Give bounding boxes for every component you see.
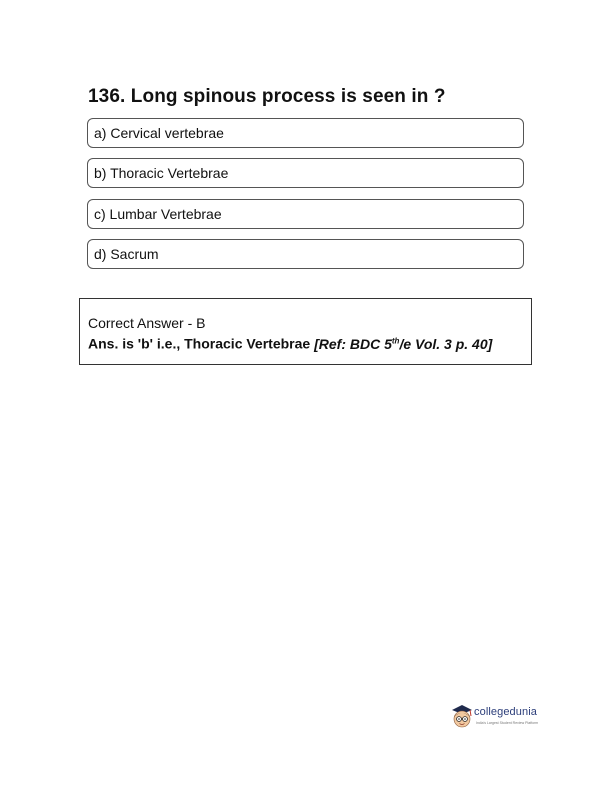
answer-box [79,298,532,365]
option-d[interactable] [87,239,524,269]
explanation-text: Ans. is 'b' i.e., Thoracic Vertebrae [88,335,311,352]
option-c-label: c) Lumbar Vertebrae [94,206,222,222]
answer-explanation [88,332,531,353]
collegedunia-logo [450,703,550,733]
option-d-label: d) Sacrum [94,246,159,262]
option-b-label: b) Thoracic Vertebrae [94,165,229,181]
question-text: Long spinous process is seen in ? [130,86,446,107]
option-b[interactable] [87,158,524,188]
question-number: 136. [88,86,126,107]
mascot-icon [450,703,474,731]
logo-text: collegedunia [474,706,537,718]
option-a[interactable] [87,118,524,148]
option-a-label: a) Cervical vertebrae [94,125,224,141]
question-heading [88,86,528,108]
option-c[interactable] [87,199,524,229]
logo-tagline: India's Largest Student Review Platform [476,721,539,725]
correct-answer-text: Correct Answer - B [88,315,206,331]
reference: [Ref: BDC 5th/e Vol. 3 p. 40] [314,335,493,352]
